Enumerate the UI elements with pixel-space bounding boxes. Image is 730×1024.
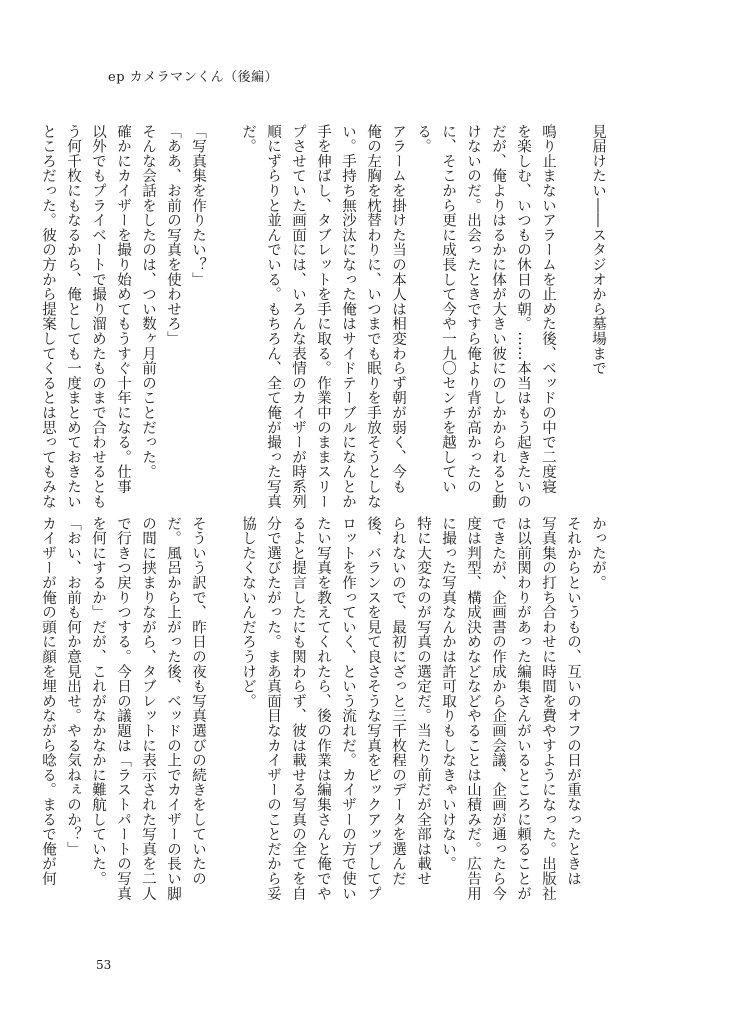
text-line: 順にずらりと並んでいる。もちろん、全て俺が撮った写真 — [265, 124, 281, 509]
text-line: は以前関わりがあった編集さんがいるところに頼ることが — [515, 516, 531, 901]
page-number: 53 — [96, 958, 112, 972]
text-line: 以外でもプライベートで撮り溜めたものまで合わせるとも — [90, 124, 106, 509]
text-line: で行きつ戻りつする。今日の議題は「ラストパートの写真 — [115, 516, 131, 901]
text-line: できたが、企画書の作成から企画会議、企画が通ったら今 — [490, 516, 506, 901]
text-line — [210, 516, 235, 896]
text-line: 特に大変なのが写真の選定だ。当たり前だが全部は載せ — [415, 516, 431, 886]
text-line — [560, 124, 585, 504]
text-line: い。手持ち無沙汰になった俺はサイドテーブルになんとか — [340, 124, 356, 509]
text-line: ロットを作っていく、という流れだ。カイザーの方で使い — [340, 516, 356, 901]
text-line: そんな会話をしたのは、つい数ヶ月前のことだった。 — [140, 124, 156, 480]
text-line: 後、バランスを見て良さそうな写真をピックアップしてプ — [365, 516, 381, 901]
text-line: プさせていた画面には、いろんな表情のカイザーが時系列 — [290, 124, 306, 509]
text-line: 「おい、お前も何か意見出せ。やる気ねぇのか？」 — [65, 516, 81, 857]
text-line: 手を伸ばし、タブレットを手に取る。作業中のままスリー — [315, 124, 331, 509]
text-line: 協したくないんだろうけど。 — [240, 516, 256, 709]
text-line: かったが。 — [590, 516, 606, 590]
text-line: 「写真集を作りたい？」 — [190, 124, 206, 287]
text-block-top — [35, 124, 610, 509]
text-block-bottom — [35, 516, 610, 901]
text-line: たい写真を教えてくれたら、後の作業は編集さんと俺でや — [315, 516, 331, 901]
text-line: う何千枚にもなるから、俺としても一度まとめておきたい — [65, 124, 81, 509]
text-line: 俺の左胸を枕替わりに、いつまでも眠りを手放そうとしな — [365, 124, 381, 509]
text-line: るよと提言したにも関わらず、彼は載せる写真の全てを自 — [290, 516, 306, 901]
text-line: 鳴り止まないアラームを止めた後、ベッドの中で二度寝 — [540, 124, 556, 494]
text-line: けないのだ。出会ったときですら俺より背が高かったの — [465, 124, 481, 494]
text-line: る。 — [415, 124, 431, 154]
text-line: カイザーが俺の頭に顔を埋めながら唸る。まるで俺が何 — [40, 516, 56, 886]
text-line: を楽しむ、いつもの休日の朝。……本当はもう起きたいの — [515, 124, 531, 509]
text-line: そういう訳で、昨日の夜も写真選びの続きをしていたの — [190, 516, 206, 886]
text-line: ところだった。彼の方から提案してくるとは思ってもみな — [40, 124, 56, 509]
running-title: ep カメラマンくん（後編） — [108, 70, 279, 85]
text-line: に、そこから更に成長して今や一九〇センチを越してい — [440, 124, 456, 494]
text-line: に撮った写真なんかは許可取りもしなきゃいけない。 — [440, 516, 456, 872]
text-line: アラームを掛けた当の本人は相変わらず朝が弱く、今も — [390, 124, 406, 494]
text-line — [210, 124, 235, 504]
text-line: を何にするか」だが、これがなかなかに難航していた。 — [90, 516, 106, 886]
text-line: だ。風呂から上がった後、ベッドの上でカイザーの長い脚 — [165, 516, 181, 901]
text-line: られないので、最初にざっと三千枚程のデータを選んだ — [390, 516, 406, 886]
text-line: それからというもの、互いのオフの日が重なったときは — [565, 516, 581, 886]
text-line: 見届けたい――スタジオから墓場まで — [590, 124, 606, 376]
text-line: だが、俺よりはるかに体が大きい彼にのしかかられると動 — [490, 124, 506, 509]
text-line: 度は判型、構成決めなどなどやることは山積みだ。広告用 — [465, 516, 481, 901]
text-line: 「ああ、お前の写真を使わせろ」 — [165, 124, 181, 346]
text-line: 確かにカイザーを撮り始めてもうすぐ十年になる。仕事 — [115, 124, 131, 494]
text-line: 写真集の打ち合わせに時間を費やすようになった。出版社 — [540, 516, 556, 901]
text-line: だ。 — [240, 124, 256, 154]
text-line: の間に挟まりながら、タブレットに表示された写真を二人 — [140, 516, 156, 901]
text-line: 分で選びたがった。まあ真面目なカイザーのことだから妥 — [265, 516, 281, 901]
